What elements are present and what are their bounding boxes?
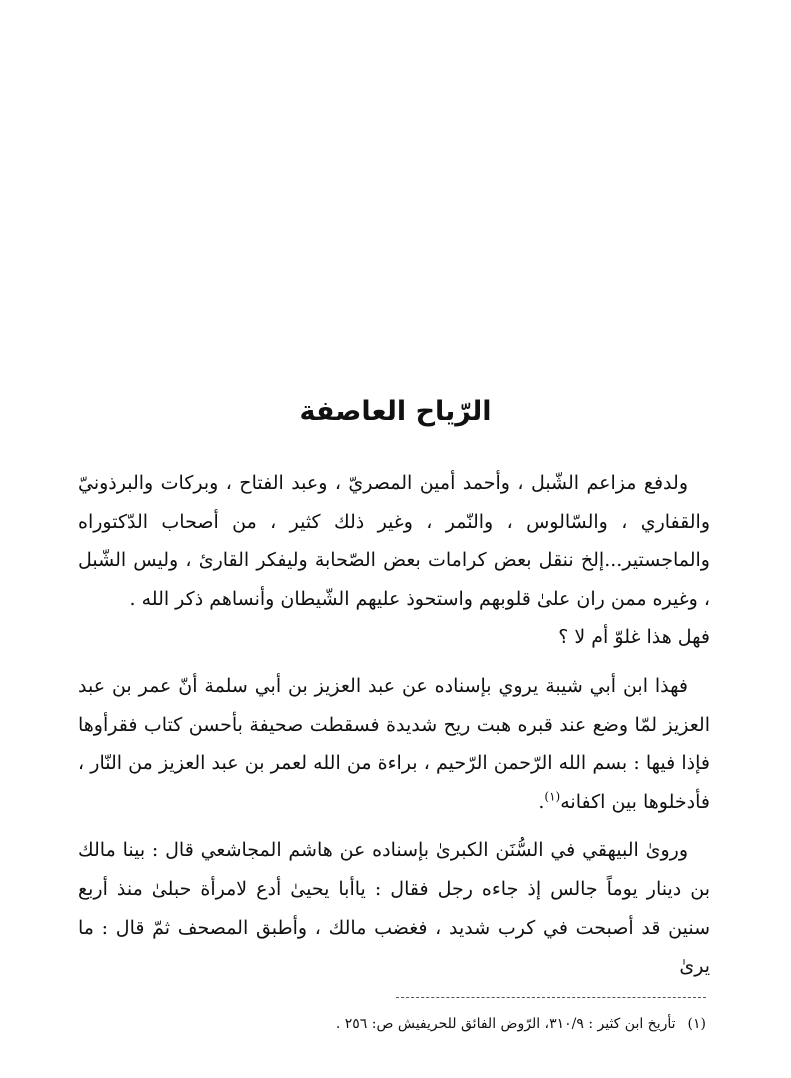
footnote-text: تأريخ ابن كثير : ٣١٠/٩، الرّوض الفائق للحريفيش ص: ٢٥٦ . <box>335 1016 676 1032</box>
paragraph-1-question: فهل هذا غلوّ أم لا ؟ <box>558 626 710 649</box>
paragraph-2 <box>78 667 710 821</box>
paragraph-2-end: . <box>538 790 545 813</box>
paragraph-3: وروىٰ البيهقي في السُّنَن الكبرىٰ بإسناده عن هاشم المجاشعي قال : بينا مالك بن دينار يوماً جالس إذ جاءه رجل فقال : ياأبا يحيىٰ أدع لامرأة حبلىٰ منذ أربع سنين قد أصبحت في كرب شديد ، فغضب مالك ، وأطبق المصحف ثمّ قال : ما يرىٰ <box>78 839 710 978</box>
chapter-title: الرّياح العاصفة <box>299 396 492 427</box>
body-text <box>78 464 710 986</box>
footnote-reference[interactable]: (١) <box>544 789 561 804</box>
footnote <box>78 1013 706 1035</box>
footnote-divider <box>396 997 706 998</box>
paragraph-2-text: فهذا ابن أبي شيبة يروي بإسناده عن عبد العزيز بن أبي سلمة أنّ عمر بن عبد العزيز لمّا وضع عند قبره هبت ريح شديدة فسقطت صحيفة بأحسن كتاب فقرأوها فإذا فيها : بسم الله الرّحمن الرّحيم ، براءة من الله لعمر بن عبد العزيز من النّار ، فأدخلوها بين اكفانه <box>78 674 710 813</box>
footnote-number: (١) <box>687 1016 706 1032</box>
paragraph-1: ولدفع مزاعم الشّبل ، وأحمد أمين المصريّ ، وعبد الفتاح ، وبركات والبرذونيّ والقفاري ، والسّالوس ، والنّمر ، وغير ذلك كثير ، من أصحاب الدّكتوراه والماجستير...إلخ ننقل بعض كرامات بعض الصّحابة وليفكر القارئ ، وليس الشّبل ، وغيره ممن ران علىٰ قلوبهم واستحوذ عليهم الشّيطان وأنساهم ذكر الله . <box>78 472 710 610</box>
